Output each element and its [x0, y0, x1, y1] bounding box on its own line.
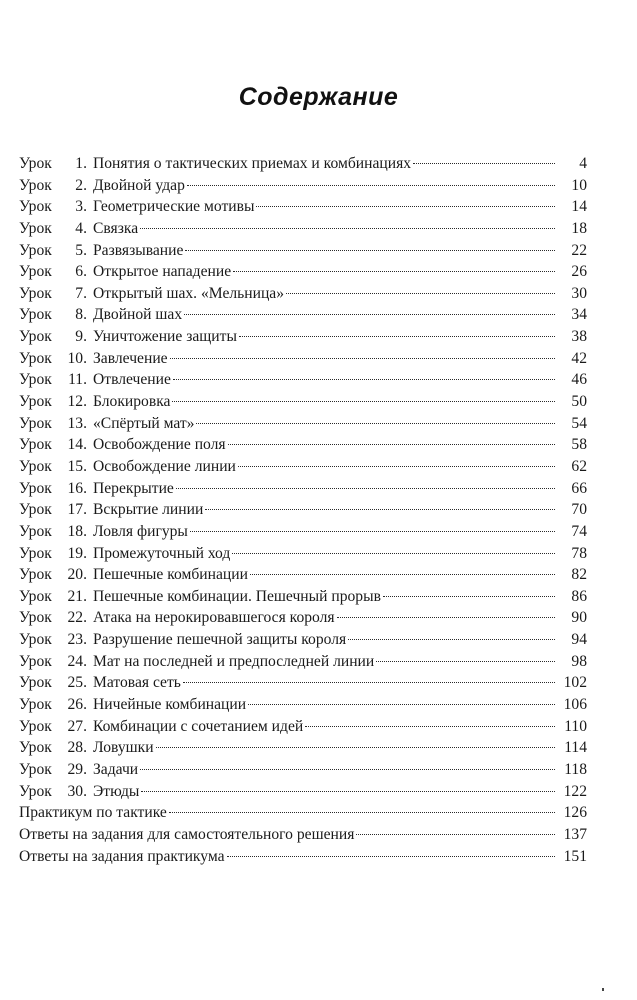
lesson-word: Урок: [19, 674, 52, 692]
lesson-number: 20.: [67, 566, 87, 584]
lesson-word: Урок: [19, 760, 52, 778]
lesson-word: Урок: [19, 328, 52, 346]
lesson-number: 17.: [67, 501, 87, 519]
lesson-number: 14.: [67, 436, 87, 454]
lesson-title: Развязывание: [93, 241, 184, 259]
toc-entry-lesson: [19, 521, 587, 543]
page-number: 110: [564, 717, 587, 735]
lesson-title: Открытый шах. «Мельница»: [93, 284, 285, 302]
lesson-title: Понятия о тактических приемах и комбинациях: [93, 155, 412, 172]
dot-leader: [183, 682, 555, 683]
dot-leader: [227, 856, 555, 857]
lesson-word: Урок: [19, 436, 52, 454]
page-number: 137: [563, 825, 587, 843]
lesson-number: 12.: [67, 393, 87, 411]
dot-leader: [239, 336, 555, 337]
lesson-number: 9.: [75, 328, 87, 346]
toc-entry-lesson: [19, 564, 587, 586]
toc-entry-lesson: [19, 261, 587, 283]
lesson-title: Промежуточный ход: [93, 544, 231, 562]
lesson-word: Урок: [19, 371, 52, 389]
toc-entry-lesson: [19, 607, 587, 629]
lesson-word: Урок: [19, 306, 52, 324]
page-number: 34: [571, 306, 587, 324]
page-number: 26: [571, 263, 587, 281]
toc-entry-lesson: [19, 283, 587, 305]
lesson-word: Урок: [19, 501, 52, 519]
appendix-title: Ответы на задания для самостоятельного решения: [19, 825, 355, 843]
dot-leader: [173, 379, 555, 380]
lesson-title: Связка: [93, 219, 139, 237]
lesson-number: 13.: [67, 414, 87, 432]
dot-leader: [140, 769, 555, 770]
page-corner-mark: [602, 988, 604, 991]
lesson-word: Урок: [19, 544, 52, 562]
toc-entry-lesson: [19, 651, 587, 673]
page-title: Содержание: [238, 82, 399, 111]
toc-entry-lesson: [19, 196, 587, 218]
dot-leader: [156, 747, 555, 748]
toc-entry-lesson: [19, 759, 587, 781]
lesson-number: 1.: [75, 155, 87, 172]
page-number: 126: [563, 804, 587, 822]
lesson-number: 28.: [67, 739, 87, 757]
dot-leader: [172, 401, 555, 402]
page-number: 82: [571, 566, 587, 584]
toc-entry-lesson: [19, 478, 587, 500]
lesson-number: 5.: [75, 241, 87, 259]
page-number: 74: [571, 522, 587, 540]
dot-leader: [286, 293, 555, 294]
toc-entry-lesson: [19, 218, 587, 240]
toc-entry-lesson: [19, 499, 587, 521]
lesson-number: 3.: [75, 198, 87, 216]
dot-leader: [228, 444, 555, 445]
lesson-number: 26.: [67, 696, 87, 714]
lesson-title: Геометрические мотивы: [93, 198, 255, 216]
page-number: 54: [571, 414, 587, 432]
lesson-title: Атака на нерокировавшегося короля: [93, 609, 335, 627]
lesson-number: 25.: [67, 674, 87, 692]
lesson-title: Задачи: [93, 760, 139, 778]
dot-leader: [250, 574, 555, 575]
toc-entry-appendix: [19, 824, 587, 846]
page-number: 46: [571, 371, 587, 389]
toc-entry-appendix: [19, 846, 587, 868]
lesson-number: 21.: [67, 587, 87, 605]
lesson-title: Отвлечение: [93, 371, 171, 389]
lesson-title: Мат на последней и предпоследней линии: [93, 652, 375, 670]
lesson-number: 23.: [67, 631, 87, 649]
dot-leader: [233, 271, 555, 272]
lesson-number: 27.: [67, 717, 87, 735]
toc-entry-lesson: [19, 737, 587, 759]
lesson-title: Блокировка: [93, 393, 171, 411]
lesson-word: Урок: [19, 284, 52, 302]
lesson-number: 24.: [67, 652, 87, 670]
toc-entry-lesson: [19, 716, 587, 738]
page-number: 4: [579, 155, 587, 172]
lesson-title: Освобождение линии: [93, 457, 236, 475]
toc-entry-lesson: [19, 304, 587, 326]
lesson-number: 22.: [67, 609, 87, 627]
lesson-word: Урок: [19, 241, 52, 259]
lesson-number: 29.: [67, 760, 87, 778]
lesson-title: Двойной удар: [93, 176, 185, 194]
toc-entry-lesson: [19, 781, 587, 803]
dot-leader: [170, 358, 555, 359]
dot-leader: [238, 466, 555, 467]
page-number: 151: [563, 847, 587, 865]
page-number: 106: [563, 696, 587, 714]
toc-entry-lesson: [19, 348, 587, 370]
page-number: 78: [571, 544, 587, 562]
lesson-word: Урок: [19, 609, 52, 627]
dot-leader: [169, 812, 555, 813]
dot-leader: [256, 206, 555, 207]
lesson-title: «Спёртый мат»: [93, 414, 195, 432]
lesson-title: Перекрытие: [93, 479, 174, 497]
toc-entry-appendix: [19, 802, 587, 824]
dot-leader: [140, 228, 555, 229]
lesson-word: Урок: [19, 219, 52, 237]
page-number: 70: [571, 501, 587, 519]
toc-entry-lesson: [19, 672, 587, 694]
lesson-number: 8.: [75, 306, 87, 324]
page-number: 62: [571, 457, 587, 475]
lesson-title: Освобождение поля: [93, 436, 226, 454]
dot-leader: [337, 617, 555, 618]
page-number: 94: [571, 631, 587, 649]
dot-leader: [196, 423, 555, 424]
lesson-word: Урок: [19, 155, 52, 172]
lesson-word: Урок: [19, 717, 52, 735]
dot-leader: [141, 791, 555, 792]
toc-entry-lesson: [19, 153, 587, 175]
dot-leader: [190, 531, 555, 532]
toc-entry-lesson: [19, 326, 587, 348]
dot-leader: [383, 596, 555, 597]
lesson-number: 16.: [67, 479, 87, 497]
lesson-word: Урок: [19, 782, 52, 800]
page-number: 114: [564, 739, 587, 757]
appendix-title: Ответы на задания практикума: [19, 847, 225, 865]
lesson-word: Урок: [19, 522, 52, 540]
lesson-number: 11.: [68, 371, 87, 389]
lesson-number: 30.: [67, 782, 87, 800]
page-number: 58: [571, 436, 587, 454]
lesson-title: Завлечение: [93, 349, 168, 367]
page-number: 102: [563, 674, 587, 692]
lesson-word: Урок: [19, 631, 52, 649]
dot-leader: [176, 488, 555, 489]
page-number: 90: [571, 609, 587, 627]
toc-entry-lesson: [19, 369, 587, 391]
lesson-title: Пешечные комбинации: [93, 566, 248, 584]
page-number: 30: [571, 284, 587, 302]
lesson-word: Урок: [19, 739, 52, 757]
lesson-word: Урок: [19, 457, 52, 475]
lesson-word: Урок: [19, 393, 52, 411]
dot-leader: [356, 834, 555, 835]
lesson-number: 19.: [67, 544, 87, 562]
dot-leader: [205, 509, 555, 510]
lesson-title: Ничейные комбинации: [93, 696, 247, 714]
page-number: 22: [571, 241, 587, 259]
lesson-title: Открытое нападение: [93, 263, 232, 281]
lesson-word: Урок: [19, 414, 52, 432]
dot-leader: [185, 250, 555, 251]
toc-entry-lesson: [19, 694, 587, 716]
page-number: 18: [571, 219, 587, 237]
lesson-title: Ловушки: [93, 739, 154, 757]
lesson-title: Уничтожение защиты: [93, 328, 237, 346]
toc-entry-lesson: [19, 175, 587, 197]
table-of-contents: [19, 153, 587, 867]
lesson-word: Урок: [19, 349, 52, 367]
lesson-number: 2.: [75, 176, 87, 194]
page-number: 86: [571, 587, 587, 605]
toc-entry-lesson: [19, 456, 587, 478]
lesson-number: 15.: [67, 457, 87, 475]
dot-leader: [305, 726, 555, 727]
page-number: 122: [563, 782, 587, 800]
lesson-word: Урок: [19, 696, 52, 714]
toc-entry-lesson: [19, 413, 587, 435]
lesson-number: 4.: [75, 219, 87, 237]
appendix-title: Практикум по тактике: [19, 804, 167, 822]
lesson-word: Урок: [19, 198, 52, 216]
dot-leader: [184, 314, 555, 315]
lesson-number: 18.: [67, 522, 87, 540]
lesson-number: 7.: [75, 284, 87, 302]
lesson-title: Двойной шах: [93, 306, 183, 324]
lesson-title: Комбинации с сочетанием идей: [93, 717, 304, 735]
toc-entry-lesson: [19, 434, 587, 456]
lesson-word: Урок: [19, 566, 52, 584]
page-number: 98: [571, 652, 587, 670]
dot-leader: [187, 185, 555, 186]
page-number: 14: [571, 198, 587, 216]
lesson-number: 10.: [67, 349, 87, 367]
lesson-title: Разрушение пешечной защиты короля: [93, 631, 347, 649]
page-number: 38: [571, 328, 587, 346]
lesson-title: Ловля фигуры: [93, 522, 188, 540]
lesson-number: 6.: [75, 263, 87, 281]
toc-entry-lesson: [19, 240, 587, 262]
lesson-word: Урок: [19, 479, 52, 497]
lesson-title: Пешечные комбинации. Пешечный прорыв: [93, 587, 381, 605]
toc-entry-lesson: [19, 391, 587, 413]
dot-leader: [376, 661, 555, 662]
dot-leader: [248, 704, 555, 705]
page-number: 10: [571, 176, 587, 194]
lesson-word: Урок: [19, 587, 52, 605]
lesson-title: Матовая сеть: [93, 674, 181, 692]
lesson-title: Вскрытие линии: [93, 501, 204, 519]
page-number: 66: [571, 479, 587, 497]
dot-leader: [348, 639, 555, 640]
toc-entry-lesson: [19, 543, 587, 565]
dot-leader: [413, 163, 555, 164]
lesson-word: Урок: [19, 263, 52, 281]
lesson-word: Урок: [19, 652, 52, 670]
lesson-title: Этюды: [93, 782, 140, 800]
page-number: 50: [571, 393, 587, 411]
toc-entry-lesson: [19, 586, 587, 608]
page-number: 118: [564, 760, 587, 778]
toc-entry-lesson: [19, 629, 587, 651]
dot-leader: [232, 553, 555, 554]
page-number: 42: [571, 349, 587, 367]
lesson-word: Урок: [19, 176, 52, 194]
